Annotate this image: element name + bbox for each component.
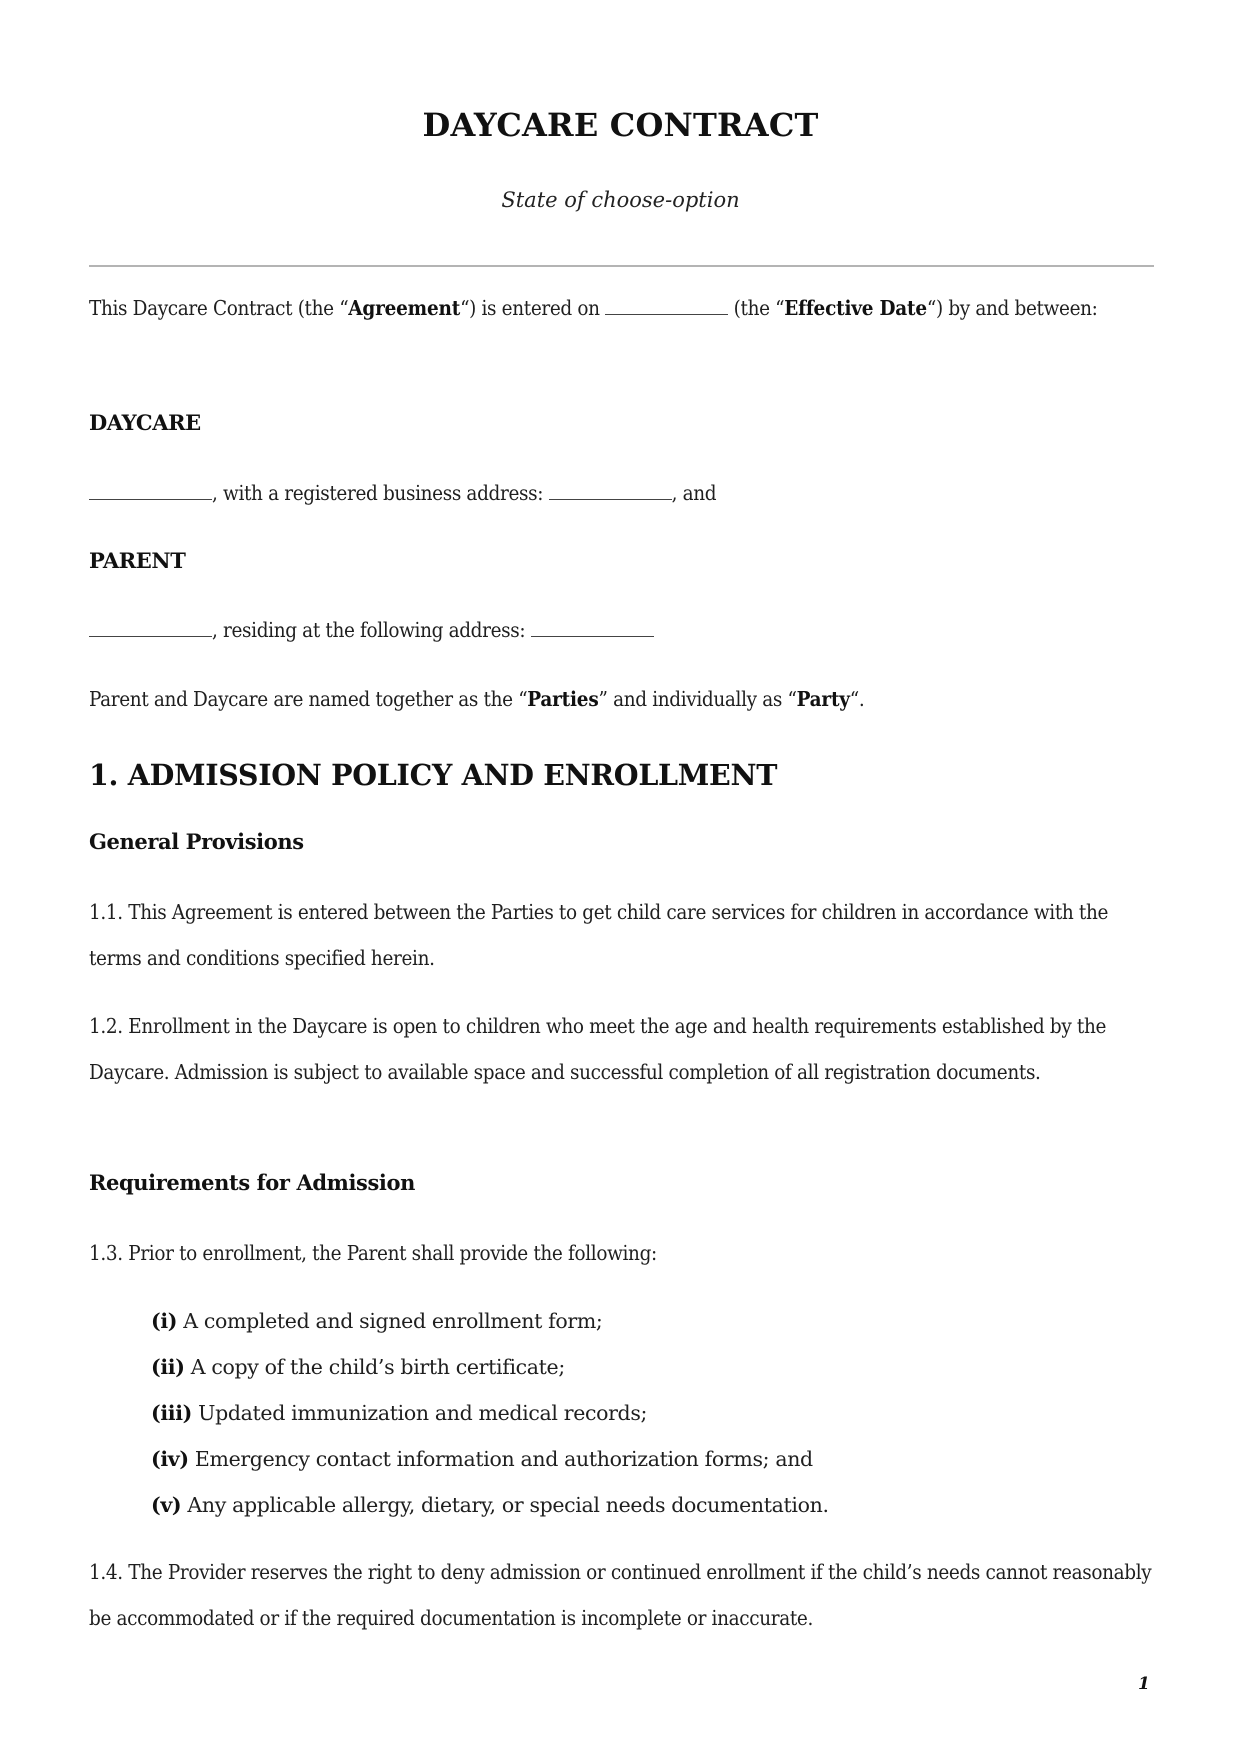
parent-text-1: , residing at the following address: xyxy=(212,618,531,642)
item-marker: (v) xyxy=(151,1493,182,1517)
requirement-item xyxy=(151,1436,1051,1482)
item-marker: (i) xyxy=(151,1309,178,1333)
page-number: 1 xyxy=(1138,1674,1150,1694)
requirement-item xyxy=(151,1298,1051,1344)
party-term: Party xyxy=(796,687,850,711)
daycare-details xyxy=(89,470,1164,516)
parties-text-2: ” and individually as “ xyxy=(598,687,797,711)
state-selector-text[interactable]: State of choose-option xyxy=(501,188,740,212)
clause-1-1: 1.1. This Agreement is entered between the Parties to get child care services for children in accordance with the terms and conditions specified herein. xyxy=(89,900,1109,970)
daycare-label: DAYCARE xyxy=(89,410,201,435)
item-text: Any applicable allergy, dietary, or special needs documentation. xyxy=(181,1493,829,1517)
clause-1-4: 1.4. The Provider reserves the right to deny admission or continued enrollment if the child’s needs cannot reasonably be accommodated or if the required documentation is incomplete or inaccurate. xyxy=(89,1560,1152,1630)
general-provisions-heading: General Provisions xyxy=(89,829,304,854)
requirement-item xyxy=(151,1482,1051,1528)
daycare-address-blank[interactable] xyxy=(549,480,672,500)
header-divider xyxy=(89,265,1154,267)
item-text: A copy of the child’s birth certificate; xyxy=(184,1355,565,1379)
intro-paragraph xyxy=(89,285,1164,331)
effective-date-blank[interactable] xyxy=(605,295,728,315)
agreement-term: Agreement xyxy=(348,296,461,320)
parties-text-1: Parent and Daycare are named together as the “ xyxy=(89,687,528,711)
document-title: DAYCARE CONTRACT xyxy=(422,106,819,144)
item-text: A completed and signed enrollment form; xyxy=(177,1309,603,1333)
parent-details xyxy=(89,607,1164,653)
section-1-heading: 1. ADMISSION POLICY AND ENROLLMENT xyxy=(89,758,778,792)
parties-paragraph xyxy=(89,676,1164,722)
requirements-heading: Requirements for Admission xyxy=(89,1170,415,1195)
effective-date-term: Effective Date xyxy=(784,296,927,320)
parent-address-blank[interactable] xyxy=(531,617,654,637)
daycare-name-blank[interactable] xyxy=(89,480,212,500)
requirement-item xyxy=(151,1390,1051,1436)
item-marker: (iv) xyxy=(151,1447,189,1471)
item-text: Updated immunization and medical records; xyxy=(192,1401,648,1425)
requirements-list xyxy=(151,1298,1051,1528)
parent-label: PARENT xyxy=(89,548,186,573)
daycare-text-2: , and xyxy=(671,481,717,505)
parties-text-3: “. xyxy=(849,687,865,711)
clause-1-3: 1.3. Prior to enrollment, the Parent shall provide the following: xyxy=(89,1241,657,1265)
intro-text-1: This Daycare Contract (the “ xyxy=(89,296,349,320)
item-marker: (iii) xyxy=(151,1401,193,1425)
item-text: Emergency contact information and authorization forms; and xyxy=(188,1447,813,1471)
parties-term: Parties xyxy=(527,687,599,711)
intro-text-4: “) by and between: xyxy=(926,296,1098,320)
clause-1-2: 1.2. Enrollment in the Daycare is open to children who meet the age and health requirements established by the Daycare. Admission is subject to available space and successful completion of all registration documents. xyxy=(89,1014,1107,1084)
requirement-item xyxy=(151,1344,1051,1390)
parent-name-blank[interactable] xyxy=(89,617,212,637)
item-marker: (ii) xyxy=(151,1355,185,1379)
daycare-text-1: , with a registered business address: xyxy=(212,481,549,505)
intro-text-2: “) is entered on xyxy=(460,296,606,320)
intro-text-3: (the “ xyxy=(728,296,785,320)
